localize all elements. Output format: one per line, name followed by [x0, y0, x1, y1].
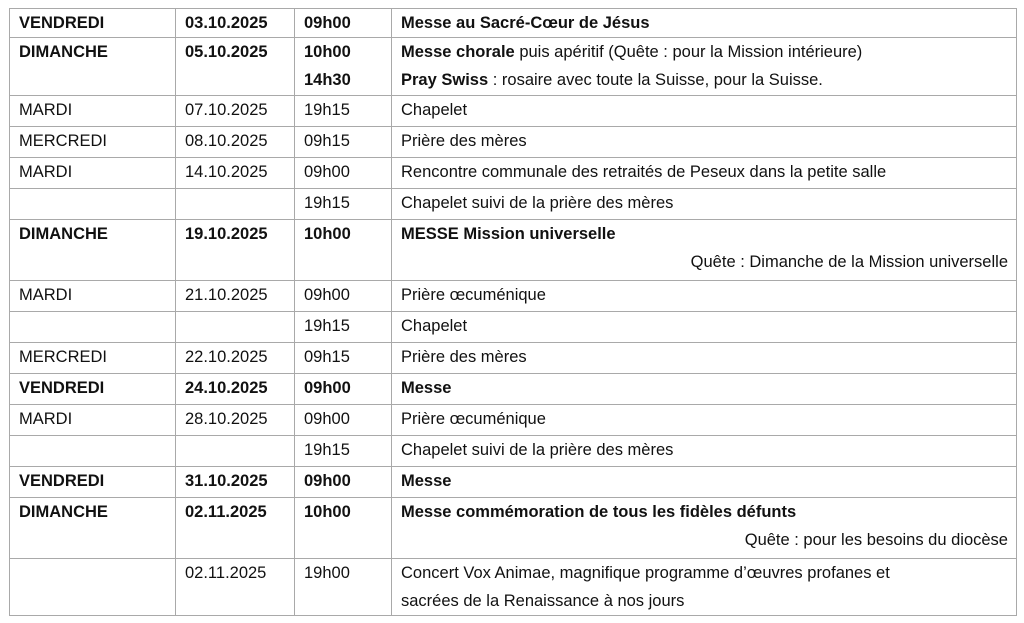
day-cell: DIMANCHE — [10, 220, 176, 281]
event-text: sacrées de la Renaissance à nos jours — [401, 592, 685, 610]
time-cell — [295, 281, 392, 312]
event-line — [401, 66, 1016, 94]
table-row — [10, 467, 1017, 498]
date-cell: 14.10.2025 — [176, 158, 295, 189]
day-cell: MARDI — [10, 281, 176, 312]
date-cell — [176, 189, 295, 220]
table-row — [10, 559, 1017, 616]
table-row — [10, 96, 1017, 127]
event-line — [401, 587, 1016, 615]
event-title: Messe — [401, 379, 452, 397]
event-title: Messe — [401, 472, 452, 490]
day-cell: DIMANCHE — [10, 498, 176, 559]
event-text: Prière œcuménique — [401, 286, 546, 304]
day-cell — [10, 436, 176, 467]
table-row — [10, 220, 1017, 281]
time-value: 19h15 — [304, 101, 350, 119]
time-value: 09h15 — [304, 132, 350, 150]
event-text: Quête : pour les besoins du diocèse — [744, 531, 1008, 549]
time-value: 09h00 — [304, 379, 351, 397]
event-cell — [392, 312, 1017, 343]
table-row — [10, 281, 1017, 312]
time-cell — [295, 158, 392, 189]
time-value: 10h00 — [304, 225, 351, 243]
table-row — [10, 127, 1017, 158]
time-cell — [295, 498, 392, 559]
day-cell: MERCREDI — [10, 343, 176, 374]
event-text: Chapelet — [401, 317, 468, 335]
event-cell — [392, 343, 1017, 374]
collection-note — [401, 526, 1016, 554]
date-cell: 03.10.2025 — [176, 9, 295, 38]
event-title: Messe chorale — [401, 43, 515, 61]
table-row — [10, 498, 1017, 559]
time-value: 09h00 — [304, 410, 350, 428]
event-line — [401, 405, 1016, 433]
event-title: MESSE Mission universelle — [401, 225, 616, 243]
day-cell: VENDREDI — [10, 374, 176, 405]
event-line — [401, 220, 1016, 248]
time-value: 19h15 — [304, 441, 350, 459]
table-row — [10, 436, 1017, 467]
event-cell — [392, 559, 1017, 616]
event-text: puis apéritif (Quête : pour la Mission intérieure) — [514, 43, 863, 61]
event-title: Messe commémoration de tous les fidèles défunts — [401, 503, 797, 521]
event-line — [401, 467, 1016, 495]
event-cell — [392, 38, 1017, 96]
time-cell — [295, 9, 392, 38]
event-line — [401, 9, 1016, 37]
date-cell: 02.11.2025 — [176, 498, 295, 559]
event-text: : rosaire avec toute la Suisse, pour la Suisse. — [488, 71, 823, 89]
date-cell: 22.10.2025 — [176, 343, 295, 374]
collection-note — [401, 248, 1016, 276]
time-cell — [295, 38, 392, 96]
event-text: Concert Vox Animae, magnifique programme d’œuvres profanes et — [401, 564, 890, 582]
table-row — [10, 38, 1017, 96]
time-cell — [295, 343, 392, 374]
table-row — [10, 343, 1017, 374]
event-cell — [392, 189, 1017, 220]
event-cell — [392, 498, 1017, 559]
date-cell: 19.10.2025 — [176, 220, 295, 281]
day-cell — [10, 559, 176, 616]
event-line — [401, 498, 1016, 526]
event-text: Prière des mères — [401, 348, 527, 366]
day-cell: MERCREDI — [10, 127, 176, 158]
date-cell: 31.10.2025 — [176, 467, 295, 498]
time-cell — [295, 189, 392, 220]
table-row — [10, 374, 1017, 405]
schedule-table — [9, 8, 1017, 616]
date-cell: 24.10.2025 — [176, 374, 295, 405]
event-line — [401, 343, 1016, 371]
event-title: Pray Swiss — [401, 71, 489, 89]
event-cell — [392, 9, 1017, 38]
time-cell — [295, 559, 392, 616]
day-cell — [10, 189, 176, 220]
time-cell — [295, 405, 392, 436]
time-cell — [295, 127, 392, 158]
time-value: 09h00 — [304, 163, 350, 181]
day-cell: MARDI — [10, 96, 176, 127]
event-cell — [392, 374, 1017, 405]
date-cell: 21.10.2025 — [176, 281, 295, 312]
event-line — [401, 281, 1016, 309]
table-row — [10, 405, 1017, 436]
event-line — [401, 158, 1016, 186]
time-value: 19h15 — [304, 194, 350, 212]
date-cell: 05.10.2025 — [176, 38, 295, 96]
day-cell: MARDI — [10, 158, 176, 189]
event-text: Chapelet — [401, 101, 468, 119]
table-row — [10, 189, 1017, 220]
day-cell — [10, 312, 176, 343]
event-line — [401, 189, 1016, 217]
event-cell — [392, 220, 1017, 281]
date-cell: 28.10.2025 — [176, 405, 295, 436]
event-title: Messe au Sacré-Cœur de Jésus — [401, 14, 650, 32]
event-line — [401, 559, 1016, 587]
event-line — [401, 127, 1016, 155]
date-cell: 02.11.2025 — [176, 559, 295, 616]
event-cell — [392, 436, 1017, 467]
date-cell: 07.10.2025 — [176, 96, 295, 127]
time-cell — [295, 220, 392, 281]
event-text: Quête : Dimanche de la Mission universelle — [690, 253, 1008, 271]
event-cell — [392, 158, 1017, 189]
event-line — [401, 38, 1016, 66]
event-cell — [392, 281, 1017, 312]
time-value: 09h00 — [304, 286, 350, 304]
day-cell: VENDREDI — [10, 9, 176, 38]
date-cell — [176, 312, 295, 343]
table-row — [10, 9, 1017, 38]
time-value: 09h00 — [304, 472, 351, 490]
event-text: Chapelet suivi de la prière des mères — [401, 194, 674, 212]
date-cell — [176, 436, 295, 467]
day-cell: DIMANCHE — [10, 38, 176, 96]
time-value: 14h30 — [304, 71, 351, 89]
time-cell — [295, 374, 392, 405]
event-cell — [392, 405, 1017, 436]
day-cell: MARDI — [10, 405, 176, 436]
time-cell — [295, 96, 392, 127]
event-line — [401, 374, 1016, 402]
time-value: 10h00 — [304, 43, 351, 61]
time-value: 09h00 — [304, 14, 351, 32]
event-line — [401, 312, 1016, 340]
event-line — [401, 436, 1016, 464]
day-cell: VENDREDI — [10, 467, 176, 498]
time-value: 09h15 — [304, 348, 350, 366]
event-cell — [392, 96, 1017, 127]
schedule-body — [10, 9, 1017, 616]
time-cell — [295, 436, 392, 467]
time-value: 10h00 — [304, 503, 351, 521]
table-row — [10, 158, 1017, 189]
event-text: Chapelet suivi de la prière des mères — [401, 441, 674, 459]
time-cell — [295, 312, 392, 343]
event-cell — [392, 467, 1017, 498]
event-cell — [392, 127, 1017, 158]
event-text: Prière œcuménique — [401, 410, 546, 428]
time-cell — [295, 467, 392, 498]
event-line — [401, 96, 1016, 124]
date-cell: 08.10.2025 — [176, 127, 295, 158]
table-row — [10, 312, 1017, 343]
time-value: 19h00 — [304, 564, 350, 582]
time-value: 19h15 — [304, 317, 350, 335]
event-text: Rencontre communale des retraités de Peseux dans la petite salle — [401, 163, 887, 181]
event-text: Prière des mères — [401, 132, 527, 150]
